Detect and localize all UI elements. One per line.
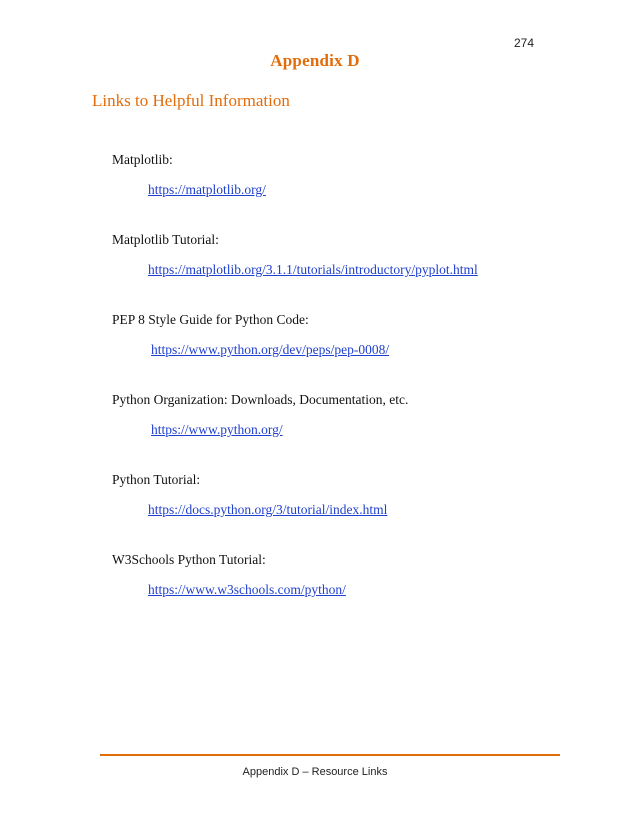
link-entry-pep8: [0, 312, 630, 392]
link-url-pep8[interactable]: https://www.python.org/dev/peps/pep-0008/: [151, 342, 390, 357]
link-entry-python-tutorial: [0, 472, 630, 552]
link-label: Matplotlib:: [112, 152, 173, 167]
link-list: [0, 152, 630, 632]
link-label: PEP 8 Style Guide for Python Code:: [112, 312, 309, 327]
link-entry-python-org: [0, 392, 630, 472]
link-label: Python Tutorial:: [112, 472, 201, 487]
link-url-w3schools[interactable]: https://www.w3schools.com/python/: [148, 582, 346, 597]
link-label: W3Schools Python Tutorial:: [112, 552, 266, 567]
page-number: 274: [513, 36, 534, 50]
link-entry-matplotlib: [0, 152, 630, 232]
section-heading: Links to Helpful Information: [92, 91, 290, 110]
link-label: Python Organization: Downloads, Documentation, etc.: [112, 392, 409, 407]
link-url-python-tutorial[interactable]: https://docs.python.org/3/tutorial/index.html: [148, 502, 388, 517]
link-label: Matplotlib Tutorial:: [112, 232, 219, 247]
link-url-matplotlib[interactable]: https://matplotlib.org/: [148, 182, 266, 197]
link-entry-matplotlib-tutorial: [0, 232, 630, 312]
link-url-python-org[interactable]: https://www.python.org/: [151, 422, 283, 437]
link-url-matplotlib-tutorial[interactable]: https://matplotlib.org/3.1.1/tutorials/introductory/pyplot.html: [148, 262, 478, 277]
link-entry-w3schools: [0, 552, 630, 632]
appendix-title: Appendix D: [270, 51, 360, 70]
footer-divider: [100, 754, 560, 756]
footer-text: Appendix D – Resource Links: [242, 766, 388, 778]
